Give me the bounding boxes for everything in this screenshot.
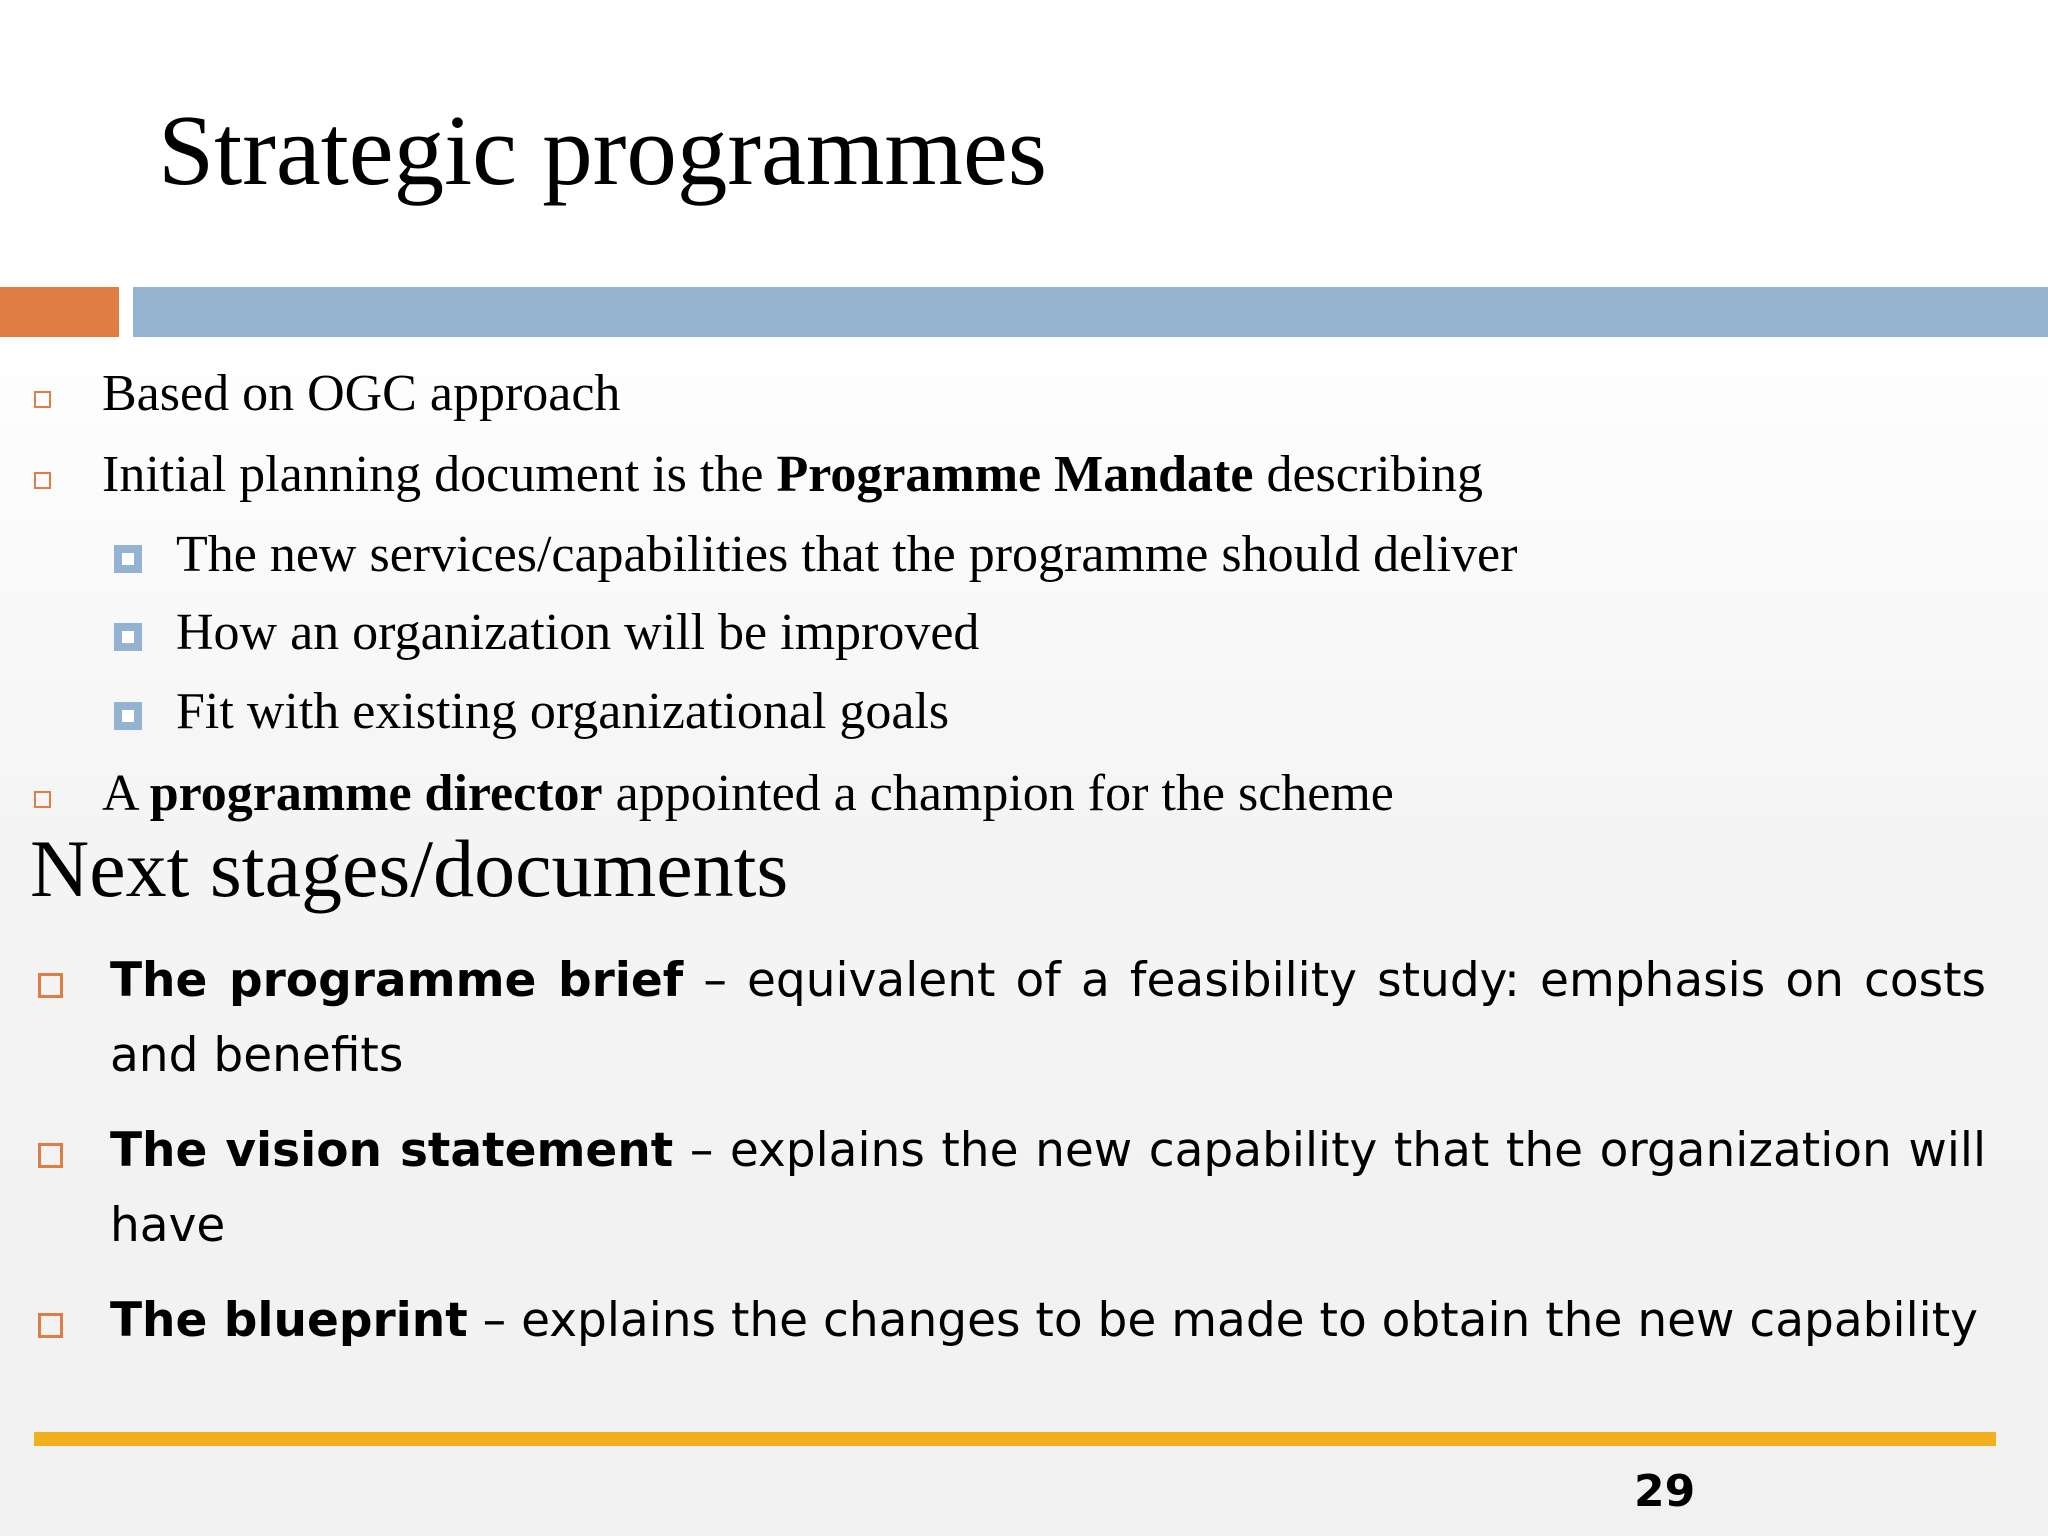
document-term: The programme brief: [110, 953, 684, 1008]
footer-divider: [34, 1432, 1996, 1446]
page-number: 29: [1634, 1466, 1696, 1517]
document-item: [38, 943, 1986, 1093]
filled-square-bullet-icon: [114, 702, 142, 730]
bullet-text: Initial planning document is the: [102, 446, 777, 503]
hollow-square-bullet-icon: [38, 973, 63, 998]
filled-square-bullet-icon: [114, 623, 142, 651]
filled-square-bullet-icon: [114, 545, 142, 573]
bullet-text: describing: [1253, 446, 1484, 503]
sub-bullet-text: The new services/capabilities that the programme should deliver: [176, 526, 1518, 583]
document-term: The vision statement: [110, 1123, 674, 1178]
title-accent-orange-bar: [0, 287, 119, 337]
document-description: – explains the new capability that the organization will have: [110, 1123, 1987, 1253]
document-item: [38, 1283, 1986, 1358]
hollow-square-bullet-icon: [34, 791, 51, 808]
slide-title: Strategic programmes: [158, 94, 1048, 206]
sub-bullet-text: Fit with existing organizational goals: [176, 683, 950, 740]
document-description: – equivalent of a feasibility study: emphasis on costs and benefits: [110, 953, 1986, 1083]
hollow-square-bullet-icon: [38, 1313, 63, 1338]
sub-bullet-text: How an organization will be improved: [176, 604, 980, 661]
bullet-bold-term: Programme Mandate: [776, 446, 1254, 503]
hollow-square-bullet-icon: [34, 472, 51, 489]
document-item: [38, 1113, 1986, 1263]
bullet-text: A: [102, 765, 150, 822]
document-description: – explains the changes to be made to obtain the new capability: [467, 1293, 1978, 1348]
hollow-square-bullet-icon: [38, 1143, 63, 1168]
document-term: The blueprint: [110, 1293, 468, 1348]
title-accent-blue-bar: [133, 287, 2048, 337]
bullet-text: appointed a champion for the scheme: [602, 765, 1394, 822]
bullet-text: Based on OGC approach: [102, 365, 621, 422]
hollow-square-bullet-icon: [34, 391, 51, 408]
section-heading: Next stages/documents: [30, 823, 789, 914]
bullet-bold-term: programme director: [149, 765, 603, 822]
